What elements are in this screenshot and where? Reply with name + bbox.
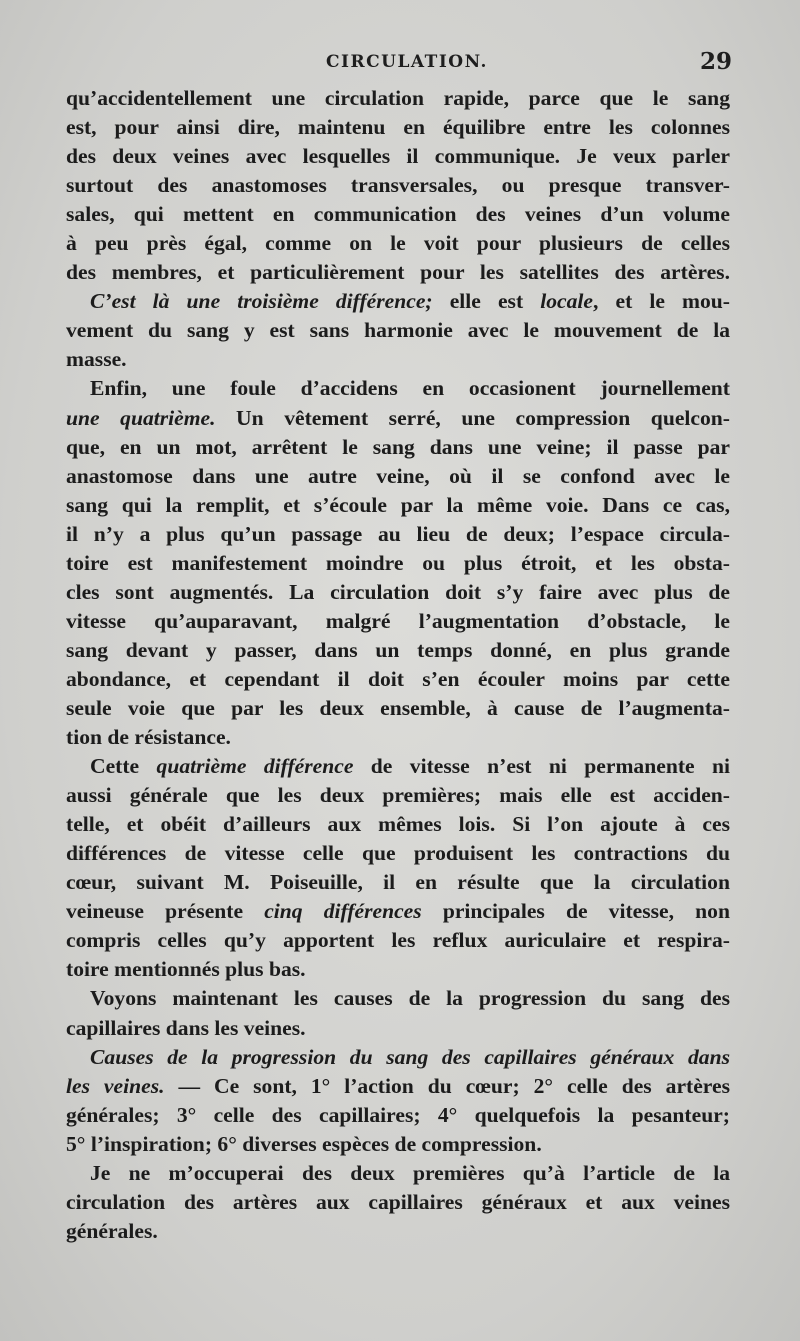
text-line	[66, 287, 730, 316]
text-run: veineuse présente	[66, 899, 265, 924]
text-line: différences de vitesse celle que produisent les contractions du	[66, 841, 730, 866]
body-text	[66, 84, 730, 1246]
text-line: surtout des anastomoses transversales, ou presque transver-	[66, 173, 730, 198]
text-line: Enfin, une foule d’accidens en occasionent journellement	[90, 376, 730, 401]
italic-phrase: quatrième différence	[156, 754, 354, 779]
text-line: générales.	[66, 1218, 158, 1243]
page-number: 29	[700, 48, 733, 75]
text-line: des membres, et particulièrement pour les satellites des artères.	[66, 260, 730, 285]
running-title: CIRCULATION.	[326, 52, 488, 72]
text-run: elle est	[432, 289, 541, 314]
italic-phrase: une quatrième.	[66, 405, 216, 430]
text-line: toire est manifestement moindre ou plus étroit, et les obsta-	[66, 550, 730, 575]
text-run: Un vêtement serré, une compression quelcon-	[215, 405, 730, 430]
text-line: Voyons maintenant les causes de la progression du sang des	[90, 986, 730, 1011]
italic-phrase: locale	[540, 289, 593, 314]
text-run: principales de vitesse, non	[421, 899, 730, 924]
text-line: est, pour ainsi dire, maintenu en équilibre entre les colonnes	[66, 115, 730, 140]
text-line: abondance, et cependant il doit s’en écouler moins par cette	[66, 666, 730, 691]
text-line: 5° l’inspiration; 6° diverses espèces de compression.	[66, 1131, 542, 1156]
text-line	[66, 1072, 730, 1101]
text-line	[66, 897, 730, 926]
paragraph	[66, 984, 730, 1042]
italic-phrase: cinq différences	[264, 899, 422, 924]
text-line: aussi générale que les deux premières; mais elle est acciden-	[66, 783, 730, 808]
text-line: circulation des artères aux capillaires généraux et aux veines	[66, 1189, 730, 1214]
text-line: capillaires dans les veines.	[66, 1015, 306, 1040]
text-line: sang devant y passer, dans un temps donné, en plus grande	[66, 637, 730, 662]
text-line: seule voie que par les deux ensemble, à cause de l’augmenta-	[66, 695, 730, 720]
text-line: à peu près égal, comme on le voit pour plusieurs de celles	[66, 231, 730, 256]
page-header	[0, 48, 800, 78]
text-line: telle, et obéit d’ailleurs aux mêmes lois. Si l’on ajoute à ces	[66, 812, 730, 837]
text-line: il n’y a plus qu’un passage au lieu de deux; l’espace circula-	[66, 521, 730, 546]
text-line: cœur, suivant M. Poiseuille, il en résulte que la circulation	[66, 870, 730, 895]
text-run: — Ce sont, 1° l’action du cœur; 2° celle des artères	[164, 1073, 730, 1098]
text-run: , et le mou-	[593, 289, 730, 314]
text-line: Je ne m’occuperai des deux premières qu’à l’article de la	[90, 1160, 730, 1185]
text-line: toire mentionnés plus bas.	[66, 957, 306, 982]
text-run: Cette	[90, 754, 157, 779]
paragraph	[66, 1159, 730, 1246]
text-line: vement du sang y est sans harmonie avec le mouvement de la	[66, 318, 730, 343]
paragraph	[66, 374, 730, 752]
text-line: compris celles qu’y apportent les reflux auriculaire et respira-	[66, 928, 730, 953]
section-heading-line: Causes de la progression du sang des capillaires généraux dans	[90, 1044, 730, 1069]
text-line: sang qui la remplit, et s’écoule par la même voie. Dans ce cas,	[66, 492, 730, 517]
text-line: générales; 3° celle des capillaires; 4° quelquefois la pesanteur;	[66, 1102, 730, 1127]
paragraph	[66, 84, 730, 287]
text-line: que, en un mot, arrêtent le sang dans une veine; il passe par	[66, 434, 730, 459]
text-run: de vitesse n’est ni permanente ni	[353, 754, 730, 779]
text-line: vitesse qu’auparavant, malgré l’augmentation d’obstacle, le	[66, 608, 730, 633]
paragraph	[66, 287, 730, 374]
text-line: anastomose dans une autre veine, où il se confond avec le	[66, 463, 730, 488]
paragraph	[66, 752, 730, 984]
paragraph	[66, 1043, 730, 1159]
text-line: qu’accidentellement une circulation rapide, parce que le sang	[66, 86, 730, 110]
text-line	[66, 752, 730, 781]
italic-phrase: C’est là une troisième différence;	[90, 289, 433, 314]
text-line	[66, 404, 730, 433]
italic-phrase: les veines.	[66, 1073, 165, 1098]
text-line: cles sont augmentés. La circulation doit s’y faire avec plus de	[66, 579, 730, 604]
text-line: des deux veines avec lesquelles il communique. Je veux parler	[66, 144, 730, 169]
text-line: sales, qui mettent en communication des veines d’un volume	[66, 202, 730, 227]
text-line: tion de résistance.	[66, 725, 231, 750]
text-line: masse.	[66, 347, 127, 372]
